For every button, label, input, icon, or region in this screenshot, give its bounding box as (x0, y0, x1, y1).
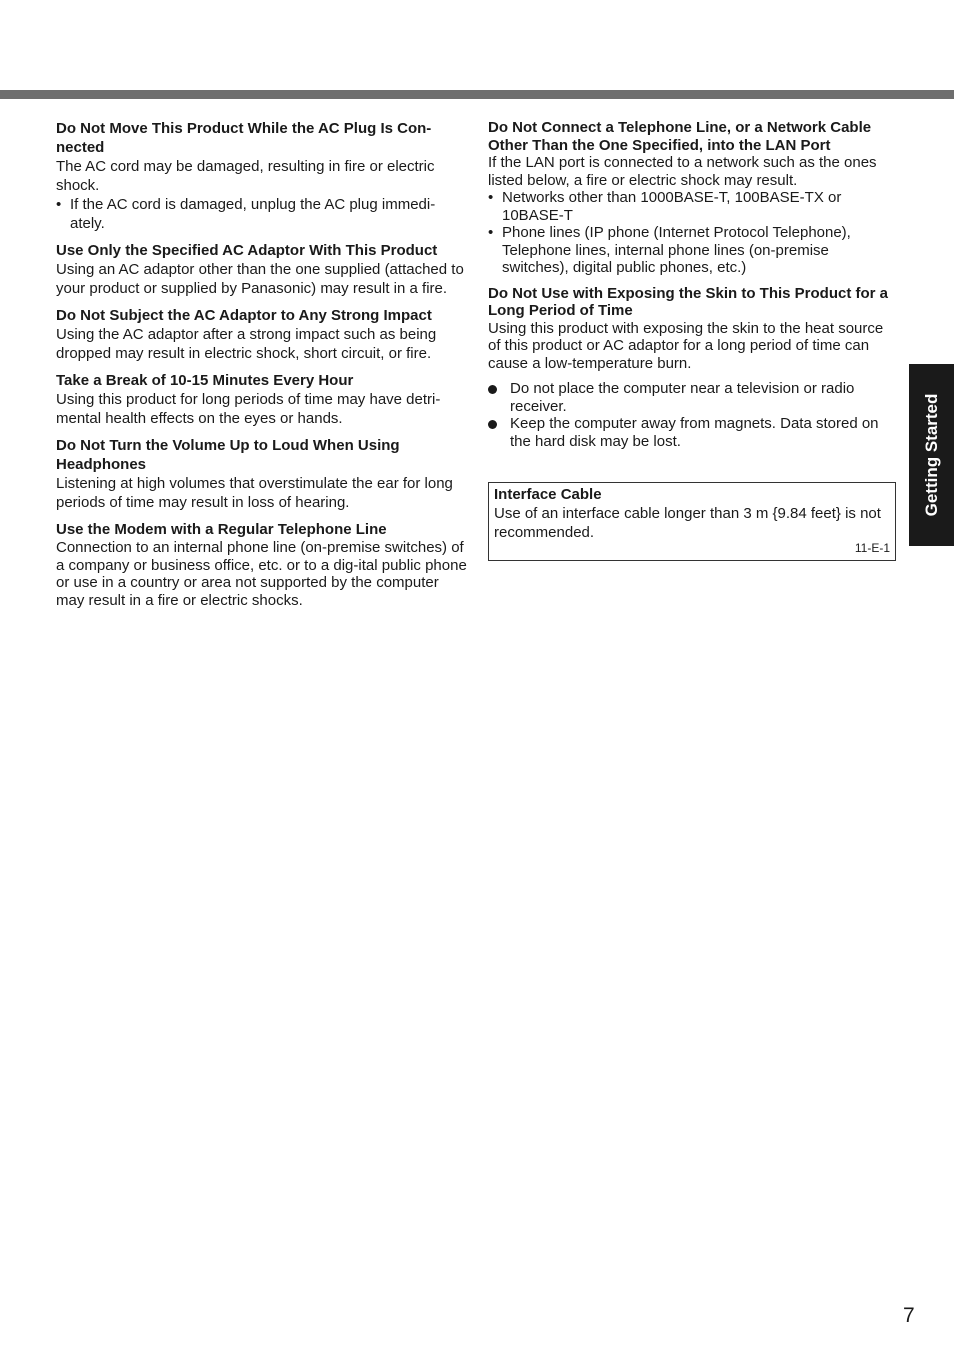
bullet-mark: • (56, 196, 62, 213)
chapter-tab-label: Getting Started (921, 393, 941, 517)
list-item (488, 380, 898, 415)
section-heading: Do Not Use with Exposing the Skin to This Product for a Long Period of Time (488, 284, 889, 319)
list-item-text: Keep the computer away from magnets. Data stored on the hard disk may be lost. (510, 415, 879, 450)
section-body: Connection to an internal phone line (on-premise switches) of a company or business office, etc. or to a dig-ital public phone or use in a country or area not supported by the computer may result in a fire or electric shocks. (56, 539, 467, 609)
section-body: If the LAN port is connected to a network such as the ones listed below, a fire or electric shock may result. (488, 154, 877, 189)
section-body: Listening at high volumes that overstimulate the ear for long periods of time may result in loss of hearing. (56, 475, 453, 511)
list-item (488, 224, 898, 277)
chapter-tab (909, 364, 954, 546)
list-item-text: Do not place the computer near a television or radio receiver. (510, 380, 855, 415)
section-skin-exposure (488, 285, 898, 451)
page-number: 7 (903, 1304, 915, 1327)
section-body: Using an AC adaptor other than the one supplied (attached to your product or supplied by Panasonic) may result in a fire. (56, 261, 464, 297)
section-heading: Do Not Connect a Telephone Line, or a Network Cable Other Than the One Specified, into the LAN Port (488, 119, 872, 154)
list-item-text: Networks other than 1000BASE-T, 100BASE-TX or 10BASE-T (502, 189, 842, 224)
left-column (56, 119, 468, 617)
notice-text: Use of an interface cable longer than 3 m {9.84 feet} is not recommended. (494, 505, 881, 541)
section-lan-port (488, 119, 898, 277)
section-modem (56, 520, 468, 609)
section-volume (56, 436, 468, 512)
section-heading: Do Not Move This Product While the AC Plug Is Con-nected (56, 120, 432, 156)
section-impact (56, 306, 468, 363)
bullet-dot-icon (488, 385, 497, 394)
notice-code: 11-E-1 (854, 541, 890, 555)
notice-title: Interface Cable (494, 486, 602, 503)
section-heading: Do Not Subject the AC Adaptor to Any Strong Impact (56, 307, 432, 324)
section-body: Using this product with exposing the skin to the heat source of this product or AC adaptor for a long period of time can cause a low-temperature burn. (488, 319, 884, 372)
section-heading: Do Not Turn the Volume Up to Loud When Using Headphones (56, 437, 400, 473)
section-ac-adaptor (56, 241, 468, 298)
section-body: The AC cord may be damaged, resulting in fire or electric shock. (56, 158, 435, 194)
list-item (488, 189, 898, 224)
dot-list (488, 380, 898, 450)
interface-cable-notice (488, 482, 896, 561)
right-column (488, 119, 898, 458)
section-heading: Use the Modem with a Regular Telephone Line (56, 521, 387, 538)
list-item (488, 415, 898, 450)
bullet-mark: • (488, 224, 494, 241)
list-item-text: If the AC cord is damaged, unplug the AC plug immedi-ately. (70, 196, 436, 232)
section-body: Using the AC adaptor after a strong impact such as being dropped may result in electric shock, short circuit, or fire. (56, 326, 437, 362)
header-rule (0, 90, 954, 99)
list-item-text: Phone lines (IP phone (Internet Protocol Telephone), Telephone lines, internal phone lines (on-premise switches), digital public phones, etc.) (502, 224, 851, 276)
list-item (56, 195, 468, 233)
section-ac-plug (56, 119, 468, 233)
section-body: Using this product for long periods of time may have detri-mental health effects on the eyes or hands. (56, 391, 441, 427)
section-heading: Take a Break of 10-15 Minutes Every Hour (56, 372, 354, 389)
bullet-dot-icon (488, 420, 497, 429)
bullet-mark: • (488, 189, 494, 206)
section-break (56, 371, 468, 428)
section-heading: Use Only the Specified AC Adaptor With This Product (56, 242, 438, 259)
